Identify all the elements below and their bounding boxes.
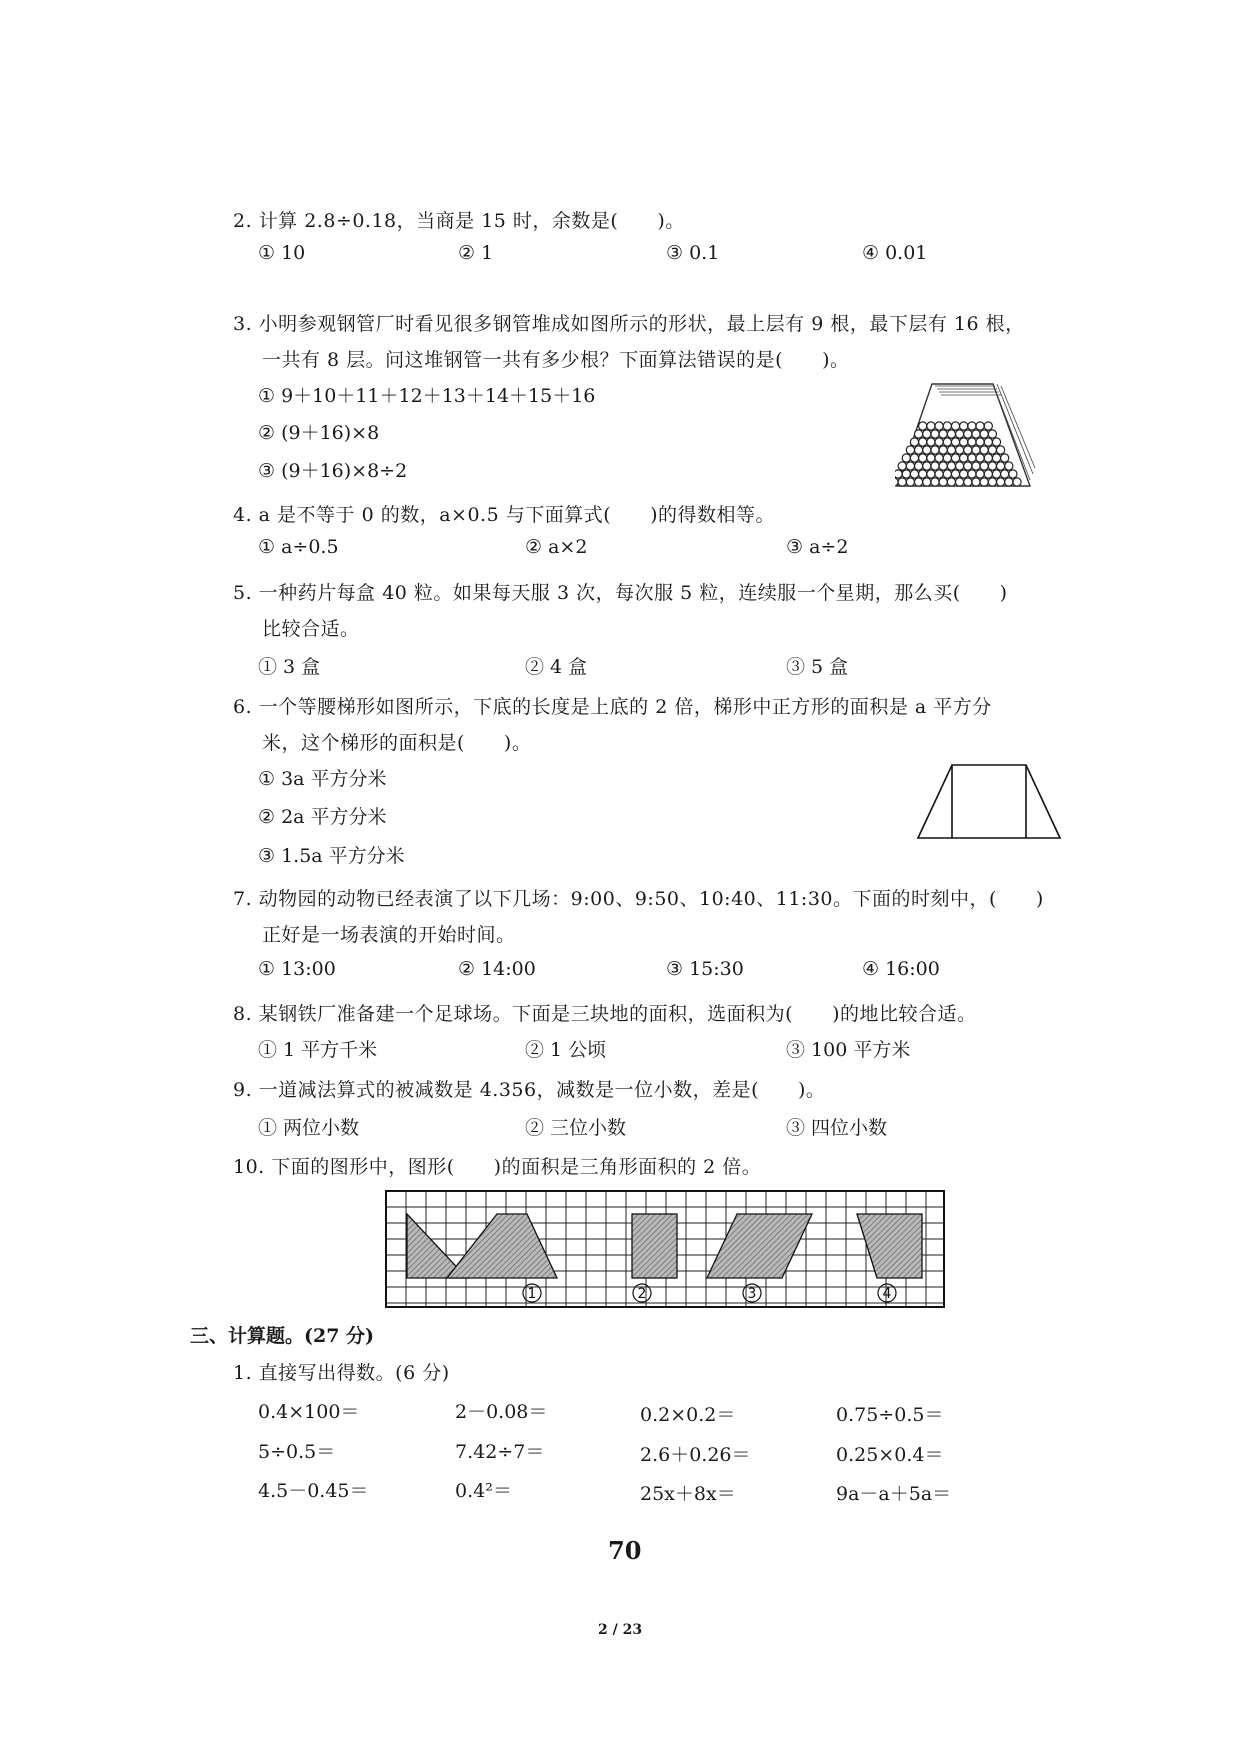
question-5-line-1: 5. 一种药片每盒 40 粒。如果每天服 3 次，每次服 5 粒，连续服一个星期，那么买( ) xyxy=(233,582,1008,604)
q5-option-3: ③ 5 盒 xyxy=(786,656,849,678)
q2-option-2: ② 1 xyxy=(458,242,494,264)
q2-option-3: ③ 0.1 xyxy=(666,242,720,264)
question-3-line-1: 3. 小明参观钢管厂时看见很多钢管堆成如图所示的形状，最上层有 9 根，最下层有 16 根， xyxy=(233,313,1025,335)
calc-r1-c1: 0.4×100＝ xyxy=(258,1401,360,1423)
shape-2-rectangle xyxy=(632,1214,677,1278)
q3-option-3: ③ (9＋16)×8÷2 xyxy=(258,460,408,482)
q7-option-4: ④ 16:00 xyxy=(862,958,940,980)
q7-option-1: ① 13:00 xyxy=(258,958,336,980)
calc-r3-c3: 25x＋8x＝ xyxy=(640,1483,736,1505)
shape-label-4: 4 xyxy=(882,1286,892,1302)
calc-r2-c4: 0.25×0.4＝ xyxy=(836,1444,944,1466)
calc-r1-c2: 2－0.08＝ xyxy=(455,1401,548,1423)
page-number: 70 xyxy=(608,1536,642,1565)
q9-option-3: ③ 四位小数 xyxy=(786,1117,888,1139)
q9-option-2: ② 三位小数 xyxy=(525,1117,627,1139)
shape-1-trapezoid xyxy=(447,1214,557,1278)
calc-r2-c3: 2.6＋0.26＝ xyxy=(640,1444,751,1466)
question-6-line-2: 米，这个梯形的面积是( )。 xyxy=(262,732,532,754)
calc-r2-c1: 5÷0.5＝ xyxy=(258,1441,336,1463)
q6-option-2: ② 2a 平方分米 xyxy=(258,806,387,828)
steel-pipe-stack-figure xyxy=(895,378,1045,494)
calc-r1-c3: 0.2×0.2＝ xyxy=(640,1404,736,1426)
section-3-sub1: 1. 直接写出得数。(6 分) xyxy=(233,1362,450,1384)
calc-r3-c4: 9a－a＋5a＝ xyxy=(836,1483,952,1505)
shape-label-3: 3 xyxy=(747,1286,757,1302)
q4-option-1: ① a÷0.5 xyxy=(258,536,339,558)
question-5-line-2: 比较合适。 xyxy=(262,618,360,640)
question-7-line-1: 7. 动物园的动物已经表演了以下几场：9:00、9:50、10:40、11:30。下面的时刻中，( ) xyxy=(233,888,1044,910)
page-footer: 2 / 23 xyxy=(598,1622,643,1638)
question-4: 4. a 是不等于 0 的数，a×0.5 与下面算式( )的得数相等。 xyxy=(233,504,776,526)
q5-option-2: ② 4 盒 xyxy=(525,656,588,678)
q9-option-1: ① 两位小数 xyxy=(258,1117,360,1139)
q3-option-2: ② (9＋16)×8 xyxy=(258,422,380,444)
q5-option-1: ① 3 盒 xyxy=(258,656,321,678)
question-6-line-1: 6. 一个等腰梯形如图所示，下底的长度是上底的 2 倍，梯形中正方形的面积是 a 平方分 xyxy=(233,696,992,718)
q3-option-1: ① 9＋10＋11＋12＋13＋14＋15＋16 xyxy=(258,385,596,407)
shape-label-1: 1 xyxy=(527,1286,537,1302)
q4-option-2: ② a×2 xyxy=(525,536,588,558)
calc-r3-c1: 4.5－0.45＝ xyxy=(258,1480,369,1502)
calc-r2-c2: 7.42÷7＝ xyxy=(455,1441,545,1463)
question-9: 9. 一道减法算式的被减数是 4.356，减数是一位小数，差是( )。 xyxy=(233,1079,826,1101)
calc-r1-c4: 0.75÷0.5＝ xyxy=(836,1404,944,1426)
q2-option-1: ① 10 xyxy=(258,242,306,264)
q8-option-1: ① 1 平方千米 xyxy=(258,1039,378,1061)
q7-option-2: ② 14:00 xyxy=(458,958,536,980)
question-2: 2. 计算 2.8÷0.18，当商是 15 时，余数是( )。 xyxy=(233,210,685,232)
q6-option-3: ③ 1.5a 平方分米 xyxy=(258,845,405,867)
shape-3-parallelogram xyxy=(707,1214,812,1278)
isosceles-trapezoid-figure xyxy=(915,762,1065,842)
question-7-line-2: 正好是一场表演的开始时间。 xyxy=(262,924,516,946)
q6-option-1: ① 3a 平方分米 xyxy=(258,768,387,790)
shape-label-2: 2 xyxy=(637,1286,647,1302)
shape-4-trapezoid xyxy=(857,1214,922,1278)
question-8: 8. 某钢铁厂准备建一个足球场。下面是三块地的面积，选面积为( )的地比较合适。 xyxy=(233,1003,977,1025)
q8-option-2: ② 1 公顷 xyxy=(525,1039,607,1061)
question-3-line-2: 一共有 8 层。问这堆钢管一共有多少根？下面算法错误的是( )。 xyxy=(262,349,850,371)
q2-option-4: ④ 0.01 xyxy=(862,242,928,264)
q4-option-3: ③ a÷2 xyxy=(786,536,849,558)
calc-r3-c2: 0.4²＝ xyxy=(455,1480,512,1502)
grid-shapes-figure xyxy=(385,1190,945,1308)
q7-option-3: ③ 15:30 xyxy=(666,958,744,980)
section-3-title: 三、计算题。(27 分) xyxy=(190,1325,375,1347)
q8-option-3: ③ 100 平方米 xyxy=(786,1039,911,1061)
question-10: 10. 下面的图形中，图形( )的面积是三角形面积的 2 倍。 xyxy=(233,1156,762,1178)
